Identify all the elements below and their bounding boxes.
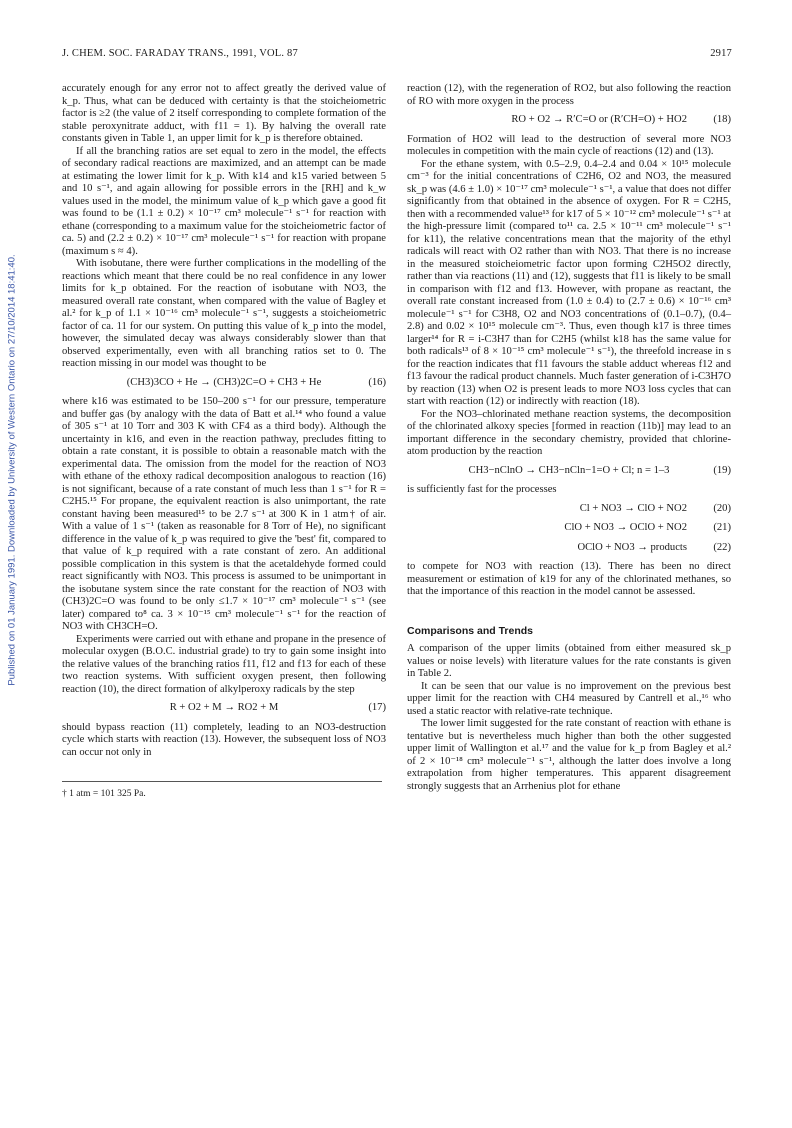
paragraph: A comparison of the upper limits (obtained from either measured sk_p values or noise levels) with literature values for the rate constants is given in Table 2. <box>407 643 731 679</box>
equation-19 <box>407 465 731 478</box>
equation-22 <box>407 542 731 555</box>
paragraph: The lower limit suggested for the rate constant of reaction with ethane is tentative but is nevertheless much higher than both the other suggested upper limit of Wallington et al.¹⁷ and the value for k_p from Bagley et al.² of 2 × 10⁻¹⁸ cm³ molecule⁻¹ s⁻¹, although the latter does involve a long extrapolation from higher temperatures. This apparent disagreement strongly suggests that an Arrhenius plot for ethane <box>407 718 731 792</box>
equation-text: OClO + NO3 → products <box>577 541 687 553</box>
equation-number: (19) <box>713 464 731 476</box>
equation-number: (17) <box>368 702 386 713</box>
equation-text: Cl + NO3 → ClO + NO2 <box>579 502 687 514</box>
equation-text: CH3−nClnO → CH3−nCln−1=O + Cl; n = 1–3 <box>468 464 670 476</box>
paragraph: Experiments were carried out with ethane and propane in the presence of molecular oxygen (B.O.C. industrial grade) to try to gain some insight into the relative values of the branching ratios f11, f12 and f13 for each of these two reaction systems. With sufficient oxygen present, then following reaction (10), the direct formation of alkylperoxy radicals by the step <box>62 633 386 695</box>
paragraph: where k16 was estimated to be 150–200 s⁻¹ for our pressure, temperature and buffer gas (by analogy with the data of Batt et al.¹⁴ who found a value of 305 s⁻¹ at 10 Torr and 303 K with CF4 as a third body). Although the uncertainty in k16, and even in the reaction pathway, precludes fitting to obtain a rate constant, it is possible to obtain a reasonable match with the experimental data. The omission from the model for the reaction of NO3 with ethane of the ethoxy radical decomposition analogous to reaction (16) is not significant, because of a rate constant of much less than 1 s⁻¹ for R = C2H5.¹⁵ For propane, the equivalent reaction is also unimportant, the rate constant having been measured¹⁵ to be 2.7 s⁻¹ at 300 K in 1 atm† of air. With a value of 1 s⁻¹ (taken as reasonable for 8 Torr of He), no significant difference in the value of k_p was required to give the 'best' fit, compared to that value of k_p required with a rate constant of zero. An additional possible complication in this system is that the acetaldehyde formed could react significantly with NO3. This process is assumed to be unimportant in the isobutane system since the rate constant for the reaction of NO3 with (CH3)2C=O was found to be only ≤1.7 × 10⁻¹⁷ cm³ molecule⁻¹ s⁻¹ (see later) compared to⁸ ca. 3 × 10⁻¹⁵ cm³ molecule⁻¹ s⁻¹ for the reaction of NO3 with CH3CH=O. <box>62 396 386 632</box>
paragraph: With isobutane, there were further complications in the modelling of the reactions which meant that there could be no real confidence in any lower limits for k_p obtained. For the reaction of isobutane with NO3, the measured overall rate constant, when compared with the value of Bagley et al.² for k_p of 1.1 × 10⁻¹⁶ cm³ molecule⁻¹ s⁻¹, suggests a stoicheiometric factor of ca. 11 for our system. On putting this value of k_p into the model, however, the simulated decay was always considerably slower than that observed experimentally, even with all branching ratios set to 0. The reaction missing in our model was thought to be <box>62 258 386 369</box>
paragraph: accurately enough for any error not to affect greatly the derived value of k_p. Thus, what can be deduced with certainty is that the stoicheiometric factor is ≥2 (the value of 2 itself corresponding to complete formation of the stable peroxynitrate adduct, with f11 = 1). By halving the overall rate constants given in Table 1, an upper limit for k_p is therefore obtained. <box>62 83 386 144</box>
paragraph: It can be seen that our value is no improvement on the previous best upper limit for the reaction with CH4 measured by Cantrell et al.,¹⁶ who used a static reactor with relative-rate technique. <box>407 680 731 717</box>
equation-text: R + O2 + M → RO2 + M <box>169 702 279 713</box>
equation-text: RO + O2 → R′C=O or (R′CH=O) + HO2 <box>511 114 687 125</box>
right-column <box>407 83 731 793</box>
download-side-note <box>4 150 20 790</box>
footnote: † 1 atm = 101 325 Pa. <box>62 789 146 799</box>
journal-header: J. CHEM. SOC. FARADAY TRANS., 1991, VOL. 87 <box>62 48 298 59</box>
paragraph: Formation of HO2 will lead to the destruction of several more NO3 molecules in competition with the main cycle of reactions (12) and (13). <box>407 133 731 157</box>
equation-20 <box>407 503 731 516</box>
page-number: 2917 <box>710 48 732 59</box>
equation-17 <box>62 702 386 715</box>
equation-16 <box>62 377 386 390</box>
paragraph: should bypass reaction (11) completely, leading to an NO3-destruction cycle which starts with reaction (13). However, the subsequent loss of NO3 can occur not only in <box>62 721 386 758</box>
paragraph: to compete for NO3 with reaction (13). There has been no direct measurement or estimation of k19 for any of the chlorinated methanes, so that the importance of this reaction in the model cannot be assessed. <box>407 561 731 597</box>
equation-number: (18) <box>713 114 731 125</box>
footnote-rule <box>62 781 382 782</box>
equation-number: (20) <box>713 502 731 514</box>
paragraph: reaction (12), with the regeneration of RO2, but also following the reaction of RO with more oxygen in the process <box>407 83 731 107</box>
paragraph: For the NO3–chlorinated methane reaction systems, the decomposition of the chlorinated alkoxy species [formed in reaction (11b)] may lead to an important difference in the secondary chemistry, provided that chlorine-atom production by the reaction <box>407 408 731 457</box>
download-side-note-text: Published on 01 January 1991. Downloaded by University of Western Ontario on 27/10/2014 18:41:40. <box>6 254 18 686</box>
equation-number: (21) <box>713 522 731 533</box>
equation-text: (CH3)3CO + He → (CH3)2C=O + CH3 + He <box>126 376 322 388</box>
paragraph: is sufficiently fast for the processes <box>407 484 557 495</box>
equation-number: (16) <box>368 376 386 388</box>
equation-21 <box>407 522 731 535</box>
equation-text: ClO + NO3 → OClO + NO2 <box>564 522 687 533</box>
equation-number: (22) <box>713 541 731 553</box>
paragraph: For the ethane system, with 0.5–2.9, 0.4–2.4 and 0.04 × 10¹⁵ molecule cm⁻³ for the initial concentrations of C2H6, O2 and NO3, the measured sk_p was (4.6 ± 1.0) × 10⁻¹⁷ cm³ molecule⁻¹ s⁻¹, a value that does not differ significantly from that obtained in the absence of oxygen. For R = C2H5, then with a recommended value¹³ for k17 of 5 × 10⁻¹² cm³ molecule⁻¹ s⁻¹ at the high-pressure limit (compared to¹¹ ca. 2.5 × 10⁻¹¹ cm³ molecule⁻¹ s⁻¹ for k11), the relative concentrations mean that the majority of the ethyl radicals will react with O2 rather than with NO3. That there is no increase in the measured stoicheiometric factor upon forming C2H5O2 directly, rather than via reactions (11) and (12), suggests that f11 is likely to be small in comparison with f12 and f13. However, with propane as reactant, the overall rate constant increased from (1.0 ± 0.4) to (2.7 ± 0.6) × 10⁻¹⁶ cm³ molecule⁻¹ s⁻¹ for C3H8, O2 and NO3 concentrations of (0.1–0.7), (0.4–2.8) and 0.02 × 10¹⁵ molecule cm⁻³. Thus, even though k17 is three times larger¹⁴ for R = i-C3H7 than for C2H5 (whilst k18 has the same value for both radicals¹³ of 8 × 10⁻¹⁵ cm³ molecule⁻¹ s⁻¹), the threefold increase in s for the reaction indicates that f11 favours the stable adduct whereas f12 and f13 favour the radical product channels. Much faster generation of i-C3H7O by reaction (13) when O2 is present leads to more NO3 loss cycles that can start with reaction (12) or indirectly with reaction (18). <box>407 158 731 407</box>
equation-18 <box>407 114 731 127</box>
section-title: Comparisons and Trends <box>407 624 534 637</box>
left-column <box>62 83 386 801</box>
paragraph: If all the branching ratios are set equal to zero in the model, the effects of secondary radical reactions are maximized, and an attempt can be made at estimating the lower limit for k_p. With k14 and k15 varied between 5 and 10 s⁻¹, and again allowing for possible errors in the [RH] and k_w values used in the model, the minimum value of k_p which gave a good fit was found to be (1.1 ± 0.2) × 10⁻¹⁷ cm³ molecule⁻¹ s⁻¹ for reaction with ethane (corresponding to a maximum value for the stoicheiometric factor of ca. 5) and (2.2 ± 0.2) × 10⁻¹⁷ cm³ molecule⁻¹ s⁻¹ for reaction with propane (maximum s ≈ 4). <box>62 145 386 257</box>
